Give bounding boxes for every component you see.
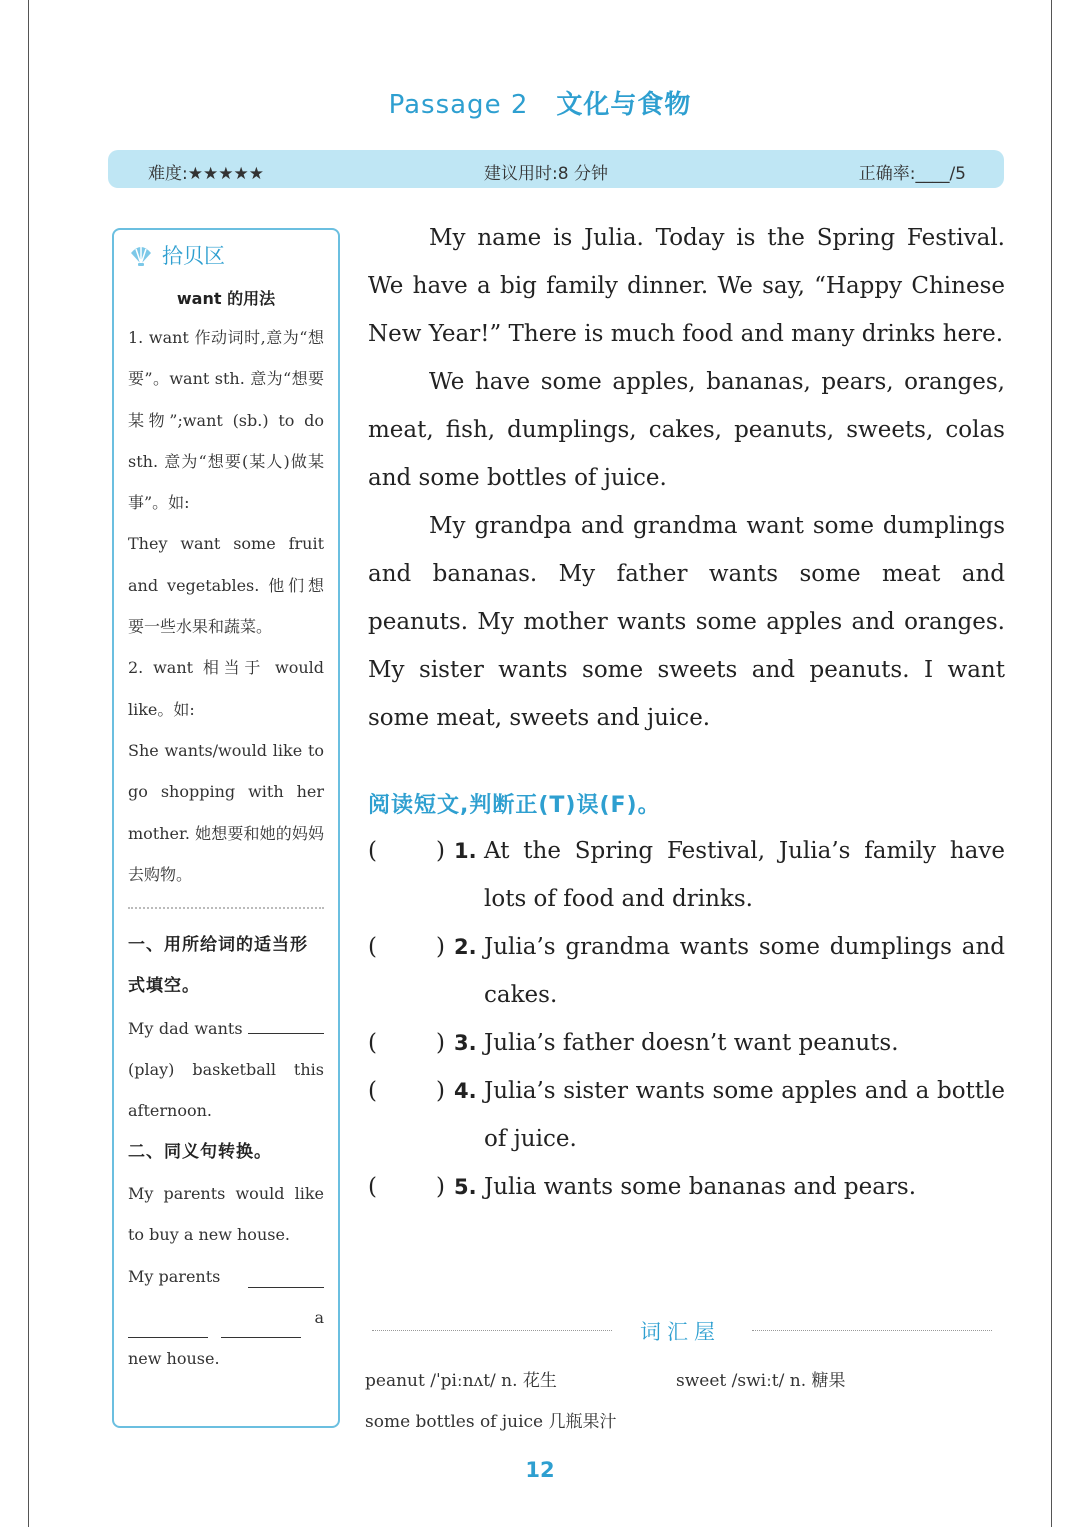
paragraph-2: We have some apples, bananas, pears, oranges, meat, fish, dumplings, cakes, peanuts, sweets, colas and some bottles of juice. bbox=[368, 369, 1005, 491]
exercise-2-answer-line bbox=[128, 1256, 324, 1297]
question-number: 5. bbox=[454, 1175, 477, 1199]
sidebar-heading bbox=[128, 238, 324, 272]
sidebar-heading-text: 拾贝区 bbox=[162, 244, 225, 268]
sidebar-notes bbox=[112, 228, 340, 1428]
sidebar-subheading: want 的用法 bbox=[176, 289, 276, 308]
grammar-rule-2: 2. want 相当于 would like。如: bbox=[128, 658, 324, 719]
page-title bbox=[0, 84, 1080, 121]
question-number: 3. bbox=[454, 1031, 477, 1055]
paren-left: ( bbox=[368, 1030, 377, 1056]
paragraph-1: My name is Julia. Today is the Spring Festival. We have a big family dinner. We say, “Happy Chinese New Year!” There is much food and many drinks here. bbox=[368, 225, 1005, 347]
question-item bbox=[368, 1163, 1005, 1211]
question-number: 1. bbox=[454, 839, 477, 863]
accuracy-label: 正确率:____/5 bbox=[858, 164, 966, 184]
reading-passage bbox=[368, 214, 1005, 1211]
grammar-rule-1: 1. want 作动词时,意为“想要”。want sth. 意为“想要某物”;want (sb.) to do sth. 意为“想要(某人)做某事”。如: bbox=[128, 328, 324, 513]
shell-icon bbox=[128, 244, 154, 266]
exercise-2-a: a bbox=[314, 1307, 324, 1327]
question-item bbox=[368, 1067, 1005, 1163]
answer-blank[interactable] bbox=[128, 1320, 208, 1338]
paren-left: ( bbox=[368, 838, 377, 864]
answer-blank[interactable] bbox=[248, 1270, 324, 1288]
exercise-heading: 阅读短文,判断正(T)误(F)。 bbox=[368, 793, 661, 818]
question-number: 4. bbox=[454, 1079, 477, 1103]
passage-title-cn: 文化与食物 bbox=[556, 90, 692, 120]
exercise-1-sentence bbox=[128, 1008, 324, 1132]
vocab-heading-text: 词汇屋 bbox=[640, 1320, 721, 1344]
question-text: Julia’s sister wants some apples and a bottle of juice. bbox=[484, 1078, 1005, 1152]
paren-right: ) bbox=[436, 1078, 445, 1104]
exercise-2-blank-row bbox=[128, 1297, 324, 1338]
paren-left: ( bbox=[368, 934, 377, 960]
question-text: At the Spring Festival, Julia’s family have lots of food and drinks. bbox=[484, 838, 1005, 912]
question-text: Julia wants some bananas and pears. bbox=[484, 1174, 917, 1200]
paren-right: ) bbox=[436, 838, 445, 864]
vocab-item: peanut /ˈpiːnʌt/ n. 花生 bbox=[365, 1371, 557, 1391]
paragraph-3: My grandpa and grandma want some dumplings and bananas. My father wants some meat and peanuts. My mother wants some apples and oranges. My sister wants some sweets and peanuts. I want some meat, sweets and juice. bbox=[368, 513, 1005, 731]
passage-label: Passage 2 bbox=[388, 90, 529, 120]
divider-right bbox=[752, 1330, 992, 1331]
answer-blank[interactable] bbox=[221, 1320, 301, 1338]
question-text: Julia’s father doesn’t want peanuts. bbox=[484, 1030, 899, 1056]
exercise-1-before: My dad wants bbox=[128, 1018, 243, 1038]
paren-right: ) bbox=[436, 934, 445, 960]
sidebar-divider bbox=[128, 907, 324, 909]
vocab-item: sweet /swiːt/ n. 糖果 bbox=[676, 1371, 846, 1391]
paren-right: ) bbox=[436, 1030, 445, 1056]
page-number: 12 bbox=[525, 1458, 555, 1482]
exercise-2-sentence: My parents would like to buy a new house. bbox=[128, 1183, 324, 1245]
grammar-example-2: She wants/would like to go shopping with her mother. 她想要和她的妈妈去购物。 bbox=[128, 740, 324, 884]
exercise-2-end: new house. bbox=[128, 1349, 220, 1369]
divider-left bbox=[372, 1330, 612, 1331]
grammar-example-1: They want some fruit and vegetables. 他们想要一些水果和蔬菜。 bbox=[128, 534, 324, 637]
exercise-1-heading: 一、用所给词的适当形式填空。 bbox=[128, 935, 308, 997]
question-item bbox=[368, 1019, 1005, 1067]
vocab-heading bbox=[372, 1316, 992, 1346]
info-bar bbox=[108, 150, 1004, 188]
question-text: Julia’s grandma wants some dumplings and cakes. bbox=[484, 934, 1005, 1008]
paren-left: ( bbox=[368, 1078, 377, 1104]
exercise-2-start: My parents bbox=[128, 1266, 221, 1286]
difficulty-label: 难度:★★★★★ bbox=[148, 164, 264, 184]
suggested-time-label: 建议用时:8 分钟 bbox=[484, 164, 608, 184]
question-number: 2. bbox=[454, 935, 477, 959]
vocab-item: some bottles of juice 几瓶果汁 bbox=[365, 1412, 617, 1432]
paren-left: ( bbox=[368, 1174, 377, 1200]
paren-right: ) bbox=[436, 1174, 445, 1200]
answer-blank[interactable] bbox=[248, 1016, 324, 1034]
question-item bbox=[368, 923, 1005, 1019]
exercise-1-after: (play) basketball this afternoon. bbox=[128, 1060, 324, 1121]
exercise-2-heading: 二、同义句转换。 bbox=[128, 1141, 272, 1162]
question-item bbox=[368, 827, 1005, 923]
